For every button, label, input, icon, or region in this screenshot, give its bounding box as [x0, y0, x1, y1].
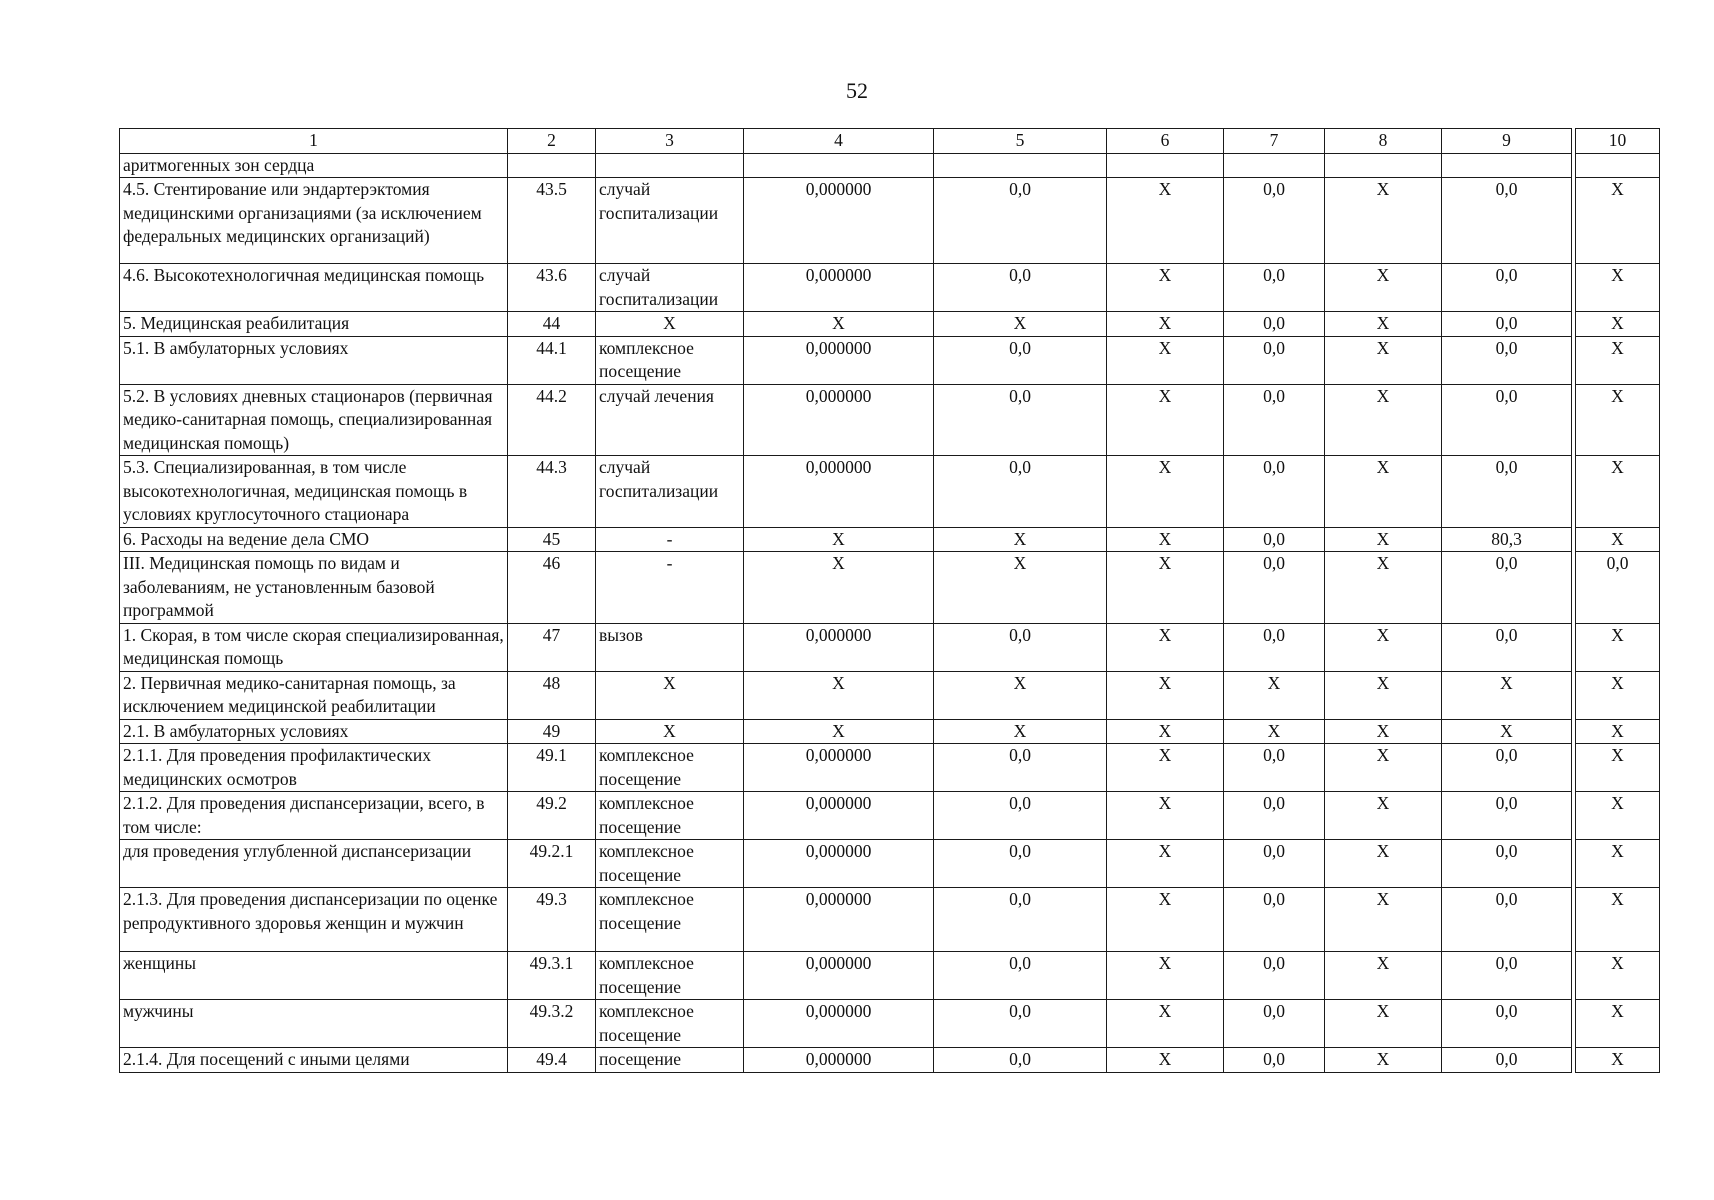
row-value-9: [1442, 153, 1572, 178]
row-value-5: 0,0: [934, 952, 1107, 1000]
row-value-10: X: [1576, 623, 1660, 671]
row-value-6: X: [1107, 671, 1224, 719]
row-value-7: 0,0: [1224, 744, 1325, 792]
row-code: 44.2: [508, 384, 596, 456]
row-value-10: X: [1576, 840, 1660, 888]
row-value-5: X: [934, 312, 1107, 337]
row-value-10: X: [1576, 888, 1660, 952]
table-row: [120, 719, 1660, 744]
row-unit: X: [596, 312, 744, 337]
row-value-5: 0,0: [934, 744, 1107, 792]
row-value-7: 0,0: [1224, 1000, 1325, 1048]
row-value-7: 0,0: [1224, 1048, 1325, 1073]
row-value-10: X: [1576, 719, 1660, 744]
row-name: 2.1.3. Для проведения диспансеризации по оценке репродуктивного здоровья женщин и мужчин: [120, 888, 508, 952]
row-value-10: X: [1576, 671, 1660, 719]
row-value-4: [744, 153, 934, 178]
column-number: 3: [596, 129, 744, 154]
row-value-6: [1107, 153, 1224, 178]
row-unit: [596, 153, 744, 178]
row-unit: случай лечения: [596, 384, 744, 456]
column-number: 8: [1325, 129, 1442, 154]
column-number: 5: [934, 129, 1107, 154]
row-unit: X: [596, 719, 744, 744]
data-table: [119, 128, 1660, 1073]
row-value-10: X: [1576, 384, 1660, 456]
row-value-10: X: [1576, 744, 1660, 792]
row-value-8: X: [1325, 1000, 1442, 1048]
table-row: [120, 840, 1660, 888]
row-value-4: 0,000000: [744, 623, 934, 671]
row-name: 6. Расходы на ведение дела СМО: [120, 527, 508, 552]
row-value-9: 0,0: [1442, 888, 1572, 952]
row-value-7: [1224, 153, 1325, 178]
row-value-6: X: [1107, 552, 1224, 624]
row-value-4: 0,000000: [744, 178, 934, 264]
page-number: 52: [846, 78, 868, 103]
row-name: женщины: [120, 952, 508, 1000]
row-value-6: X: [1107, 952, 1224, 1000]
row-value-10: X: [1576, 952, 1660, 1000]
row-value-9: 0,0: [1442, 456, 1572, 528]
table-row: [120, 671, 1660, 719]
row-value-8: X: [1325, 952, 1442, 1000]
row-value-8: X: [1325, 527, 1442, 552]
row-value-9: 0,0: [1442, 1048, 1572, 1073]
row-value-9: 0,0: [1442, 264, 1572, 312]
column-number: 1: [120, 129, 508, 154]
row-value-8: X: [1325, 178, 1442, 264]
row-value-7: 0,0: [1224, 456, 1325, 528]
row-value-4: 0,000000: [744, 1000, 934, 1048]
row-value-8: X: [1325, 312, 1442, 337]
row-value-7: 0,0: [1224, 840, 1325, 888]
row-value-6: X: [1107, 384, 1224, 456]
row-value-4: 0,000000: [744, 264, 934, 312]
row-value-5: 0,0: [934, 623, 1107, 671]
row-name: 5.2. В условиях дневных стационаров (первичная медико-санитарная помощь, специализированная медицинская помощь): [120, 384, 508, 456]
column-number: 9: [1442, 129, 1572, 154]
column-number: 2: [508, 129, 596, 154]
row-value-4: X: [744, 552, 934, 624]
row-value-7: 0,0: [1224, 952, 1325, 1000]
table-row: [120, 744, 1660, 792]
row-value-10: X: [1576, 1000, 1660, 1048]
row-code: 44.1: [508, 336, 596, 384]
row-code: 44.3: [508, 456, 596, 528]
row-value-9: 0,0: [1442, 952, 1572, 1000]
row-unit: комплексное посещение: [596, 792, 744, 840]
row-value-5: X: [934, 671, 1107, 719]
row-value-8: X: [1325, 336, 1442, 384]
row-code: [508, 153, 596, 178]
row-code: 49.3.1: [508, 952, 596, 1000]
row-value-7: 0,0: [1224, 792, 1325, 840]
table-row: [120, 336, 1660, 384]
row-value-8: X: [1325, 888, 1442, 952]
row-value-5: 0,0: [934, 888, 1107, 952]
row-value-6: X: [1107, 744, 1224, 792]
row-name: 2.1.2. Для проведения диспансеризации, всего, в том числе:: [120, 792, 508, 840]
row-value-6: X: [1107, 1048, 1224, 1073]
column-number: 4: [744, 129, 934, 154]
row-value-9: 0,0: [1442, 840, 1572, 888]
table-row: [120, 153, 1660, 178]
row-value-10: X: [1576, 312, 1660, 337]
row-value-7: 0,0: [1224, 888, 1325, 952]
row-name: 5.1. В амбулаторных условиях: [120, 336, 508, 384]
row-code: 48: [508, 671, 596, 719]
column-number-row: [120, 129, 1660, 154]
row-value-6: X: [1107, 623, 1224, 671]
row-value-5: 0,0: [934, 178, 1107, 264]
table-row: [120, 1000, 1660, 1048]
row-name: 2.1.1. Для проведения профилактических медицинских осмотров: [120, 744, 508, 792]
table-row: [120, 952, 1660, 1000]
row-code: 49.2: [508, 792, 596, 840]
row-value-6: X: [1107, 336, 1224, 384]
row-value-10: X: [1576, 178, 1660, 264]
row-code: 49.2.1: [508, 840, 596, 888]
row-value-4: 0,000000: [744, 888, 934, 952]
row-value-8: X: [1325, 552, 1442, 624]
row-value-5: X: [934, 527, 1107, 552]
row-unit: случай госпитализации: [596, 456, 744, 528]
row-unit: случай госпитализации: [596, 264, 744, 312]
row-unit: комплексное посещение: [596, 744, 744, 792]
row-code: 49.3.2: [508, 1000, 596, 1048]
row-value-5: 0,0: [934, 384, 1107, 456]
column-number: 10: [1576, 129, 1660, 154]
row-value-9: X: [1442, 671, 1572, 719]
row-value-8: X: [1325, 456, 1442, 528]
row-name: 2.1. В амбулаторных условиях: [120, 719, 508, 744]
table-row: [120, 792, 1660, 840]
row-unit: -: [596, 527, 744, 552]
row-value-9: 0,0: [1442, 623, 1572, 671]
row-value-9: 0,0: [1442, 744, 1572, 792]
row-unit: комплексное посещение: [596, 952, 744, 1000]
row-value-8: X: [1325, 719, 1442, 744]
row-value-5: 0,0: [934, 456, 1107, 528]
row-value-7: 0,0: [1224, 384, 1325, 456]
row-value-7: 0,0: [1224, 264, 1325, 312]
row-code: 49.4: [508, 1048, 596, 1073]
row-value-8: X: [1325, 744, 1442, 792]
row-value-6: X: [1107, 719, 1224, 744]
row-value-5: 0,0: [934, 336, 1107, 384]
row-unit: случай госпитализации: [596, 178, 744, 264]
table-row: [120, 623, 1660, 671]
row-value-7: 0,0: [1224, 178, 1325, 264]
row-value-5: 0,0: [934, 1048, 1107, 1073]
row-name: 4.6. Высокотехнологичная медицинская помощь: [120, 264, 508, 312]
row-value-8: X: [1325, 623, 1442, 671]
row-value-6: X: [1107, 312, 1224, 337]
table-row: [120, 178, 1660, 264]
row-value-9: 0,0: [1442, 1000, 1572, 1048]
row-value-7: 0,0: [1224, 527, 1325, 552]
row-value-4: 0,000000: [744, 456, 934, 528]
row-value-4: 0,000000: [744, 384, 934, 456]
row-value-6: X: [1107, 527, 1224, 552]
row-code: 49.1: [508, 744, 596, 792]
row-code: 49.3: [508, 888, 596, 952]
row-value-4: 0,000000: [744, 952, 934, 1000]
row-value-6: X: [1107, 840, 1224, 888]
row-value-9: 0,0: [1442, 178, 1572, 264]
row-name: аритмогенных зон сердца: [120, 153, 508, 178]
table-row: [120, 312, 1660, 337]
table-row: [120, 552, 1660, 624]
row-unit: комплексное посещение: [596, 888, 744, 952]
row-value-4: 0,000000: [744, 792, 934, 840]
table-row: [120, 384, 1660, 456]
row-value-4: 0,000000: [744, 1048, 934, 1073]
row-value-4: 0,000000: [744, 336, 934, 384]
row-name: 1. Скорая, в том числе скорая специализированная, медицинская помощь: [120, 623, 508, 671]
row-value-5: 0,0: [934, 1000, 1107, 1048]
row-name: 5. Медицинская реабилитация: [120, 312, 508, 337]
column-number: 6: [1107, 129, 1224, 154]
row-value-6: X: [1107, 264, 1224, 312]
row-value-4: X: [744, 527, 934, 552]
row-unit: X: [596, 671, 744, 719]
row-value-10: [1576, 153, 1660, 178]
row-value-8: [1325, 153, 1442, 178]
column-number: 7: [1224, 129, 1325, 154]
row-unit: комплексное посещение: [596, 840, 744, 888]
row-value-5: X: [934, 552, 1107, 624]
row-value-7: X: [1224, 671, 1325, 719]
row-value-9: 0,0: [1442, 552, 1572, 624]
table-row: [120, 888, 1660, 952]
table-row: [120, 456, 1660, 528]
row-code: 43.5: [508, 178, 596, 264]
row-code: 47: [508, 623, 596, 671]
table-row: [120, 1048, 1660, 1073]
row-name: 2. Первичная медико-санитарная помощь, за исключением медицинской реабилитации: [120, 671, 508, 719]
row-value-8: X: [1325, 384, 1442, 456]
row-value-8: X: [1325, 264, 1442, 312]
row-value-7: 0,0: [1224, 336, 1325, 384]
row-value-10: X: [1576, 264, 1660, 312]
row-value-9: 0,0: [1442, 312, 1572, 337]
row-value-5: 0,0: [934, 792, 1107, 840]
row-value-7: 0,0: [1224, 623, 1325, 671]
row-value-9: 0,0: [1442, 384, 1572, 456]
row-code: 46: [508, 552, 596, 624]
row-code: 44: [508, 312, 596, 337]
row-unit: комплексное посещение: [596, 1000, 744, 1048]
row-name: 4.5. Стентирование или эндартерэктомия медицинскими организациями (за исключением федеральных медицинских организаций): [120, 178, 508, 264]
row-unit: вызов: [596, 623, 744, 671]
table-body: [120, 129, 1660, 1073]
row-unit: комплексное посещение: [596, 336, 744, 384]
row-unit: -: [596, 552, 744, 624]
row-value-8: X: [1325, 1048, 1442, 1073]
row-value-9: 80,3: [1442, 527, 1572, 552]
row-value-4: 0,000000: [744, 840, 934, 888]
row-value-5: X: [934, 719, 1107, 744]
row-value-10: X: [1576, 456, 1660, 528]
row-value-4: X: [744, 671, 934, 719]
row-value-5: 0,0: [934, 264, 1107, 312]
row-code: 43.6: [508, 264, 596, 312]
row-value-7: 0,0: [1224, 312, 1325, 337]
row-value-6: X: [1107, 456, 1224, 528]
row-name: для проведения углубленной диспансеризации: [120, 840, 508, 888]
row-value-6: X: [1107, 792, 1224, 840]
row-value-9: 0,0: [1442, 336, 1572, 384]
row-value-8: X: [1325, 792, 1442, 840]
table-row: [120, 527, 1660, 552]
row-value-4: X: [744, 312, 934, 337]
row-value-10: 0,0: [1576, 552, 1660, 624]
row-name: 2.1.4. Для посещений с иными целями: [120, 1048, 508, 1073]
row-value-9: X: [1442, 719, 1572, 744]
row-unit: посещение: [596, 1048, 744, 1073]
row-value-9: 0,0: [1442, 792, 1572, 840]
row-value-5: 0,0: [934, 840, 1107, 888]
row-value-10: X: [1576, 527, 1660, 552]
row-value-7: X: [1224, 719, 1325, 744]
row-code: 49: [508, 719, 596, 744]
row-name: 5.3. Специализированная, в том числе высокотехнологичная, медицинская помощь в условиях круглосуточного стационара: [120, 456, 508, 528]
row-value-10: X: [1576, 792, 1660, 840]
row-value-6: X: [1107, 178, 1224, 264]
row-value-8: X: [1325, 840, 1442, 888]
row-value-8: X: [1325, 671, 1442, 719]
row-value-6: X: [1107, 888, 1224, 952]
row-value-4: 0,000000: [744, 744, 934, 792]
row-value-5: [934, 153, 1107, 178]
row-code: 45: [508, 527, 596, 552]
row-value-7: 0,0: [1224, 552, 1325, 624]
row-value-6: X: [1107, 1000, 1224, 1048]
row-value-10: X: [1576, 1048, 1660, 1073]
table-row: [120, 264, 1660, 312]
row-name: мужчины: [120, 1000, 508, 1048]
row-value-10: X: [1576, 336, 1660, 384]
row-value-4: X: [744, 719, 934, 744]
row-name: III. Медицинская помощь по видам и заболеваниям, не установленным базовой программой: [120, 552, 508, 624]
